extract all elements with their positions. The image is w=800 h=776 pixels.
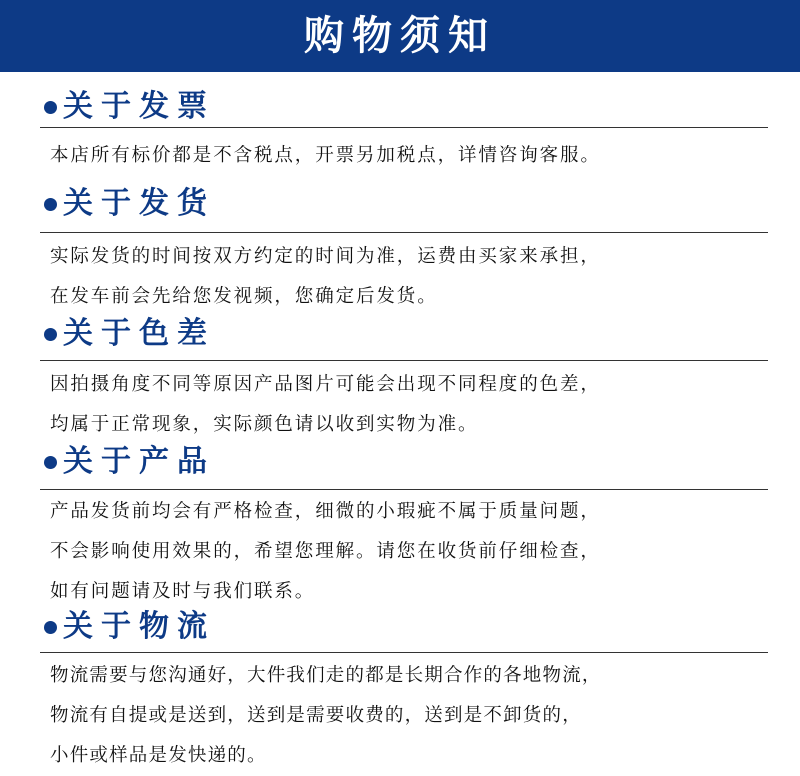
body-line: 因拍摄角度不同等原因产品图片可能会出现不同程度的色差， — [50, 374, 601, 395]
body-line: 在发车前会先给您发视频，您确定后发货。 — [50, 286, 438, 307]
section-divider — [40, 127, 768, 128]
bullet-dot-icon — [44, 621, 57, 634]
section-title-invoice: 关于发票 — [63, 89, 215, 124]
section-body-logistics — [50, 656, 790, 776]
section-heading — [44, 86, 215, 128]
bullet-dot-icon — [44, 456, 57, 469]
section-body-color-difference — [50, 365, 790, 445]
body-line: 物流有自提或是送到，送到是需要收费的，送到是不卸货的， — [50, 705, 582, 726]
bullet-dot-icon — [44, 198, 57, 211]
body-line: 实际发货的时间按双方约定的时间为准，运费由买家来承担， — [50, 246, 601, 267]
body-line: 均属于正常现象，实际颜色请以收到实物为准。 — [50, 414, 479, 435]
section-divider — [40, 652, 768, 653]
body-line: 产品发货前均会有严格检查，细微的小瑕疵不属于质量问题， — [50, 501, 601, 522]
body-line: 如有问题请及时与我们联系。 — [50, 581, 316, 602]
section-title-logistics: 关于物流 — [63, 609, 215, 644]
section-divider — [40, 360, 768, 361]
bullet-dot-icon — [44, 101, 57, 114]
body-line: 不会影响使用效果的，希望您理解。请您在收货前仔细检查， — [50, 541, 601, 562]
section-body-product — [50, 492, 790, 612]
body-line: 小件或样品是发快递的。 — [50, 745, 267, 766]
header-banner — [0, 0, 800, 72]
section-body-invoice — [50, 136, 790, 176]
body-line: 物流需要与您沟通好，大件我们走的都是长期合作的各地物流， — [50, 665, 602, 686]
section-heading — [44, 441, 215, 483]
section-heading — [44, 183, 215, 225]
section-divider — [40, 232, 768, 233]
section-title-product: 关于产品 — [63, 444, 215, 479]
body-line: 本店所有标价都是不含税点，开票另加税点，详情咨询客服。 — [50, 145, 601, 166]
bullet-dot-icon — [44, 328, 57, 341]
section-body-shipping — [50, 237, 790, 317]
section-heading — [44, 313, 215, 355]
section-title-shipping: 关于发货 — [63, 186, 215, 221]
section-divider — [40, 489, 768, 490]
section-heading — [44, 606, 215, 648]
section-title-color-difference: 关于色差 — [63, 316, 215, 351]
page-title: 购物须知 — [304, 12, 496, 59]
